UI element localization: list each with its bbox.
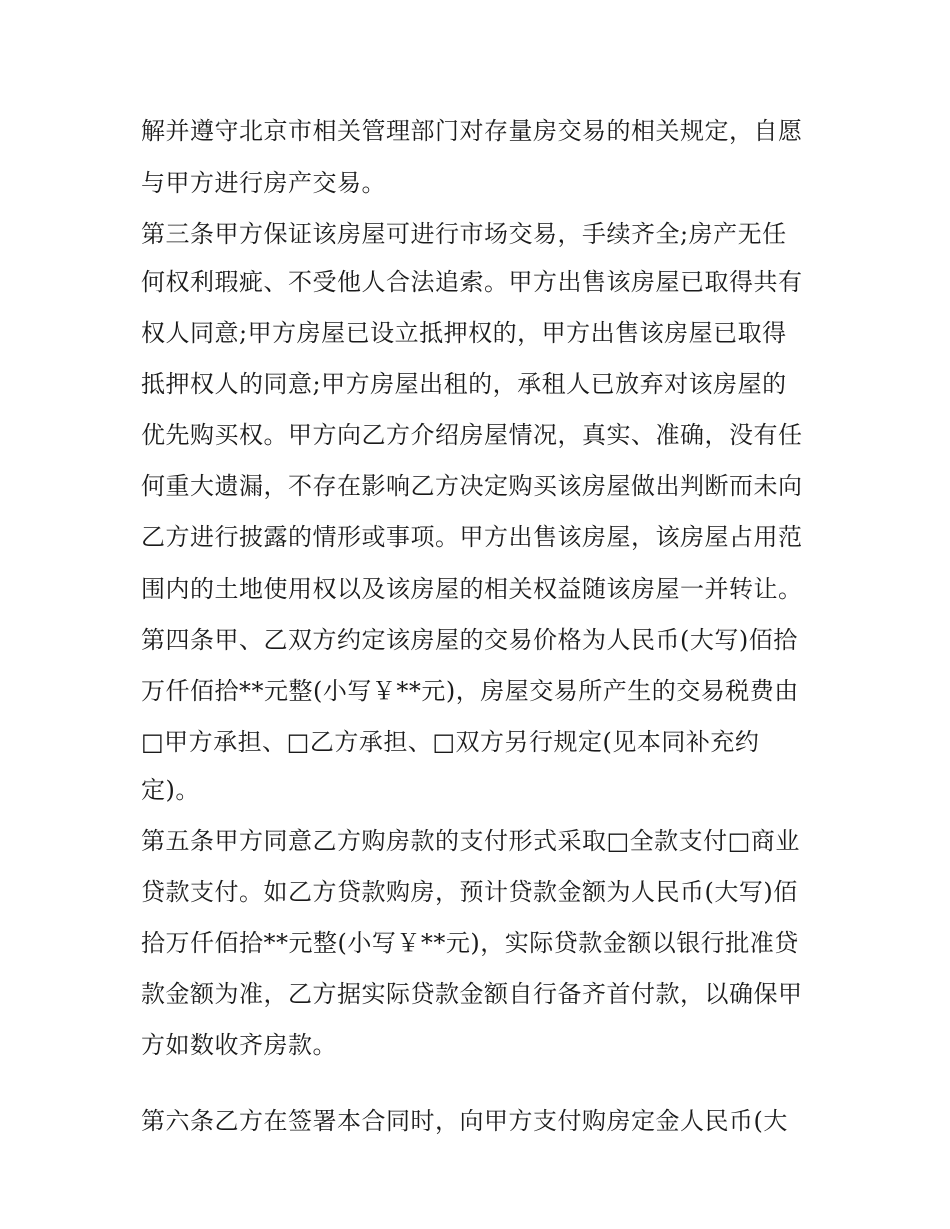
text-line: 方如数收齐房款。 xyxy=(141,1031,337,1059)
text-line: □甲方承担、□乙方承担、□双方另行规定(见本同补充约 xyxy=(141,728,760,756)
text-line: 与甲方进行房产交易。 xyxy=(141,169,386,197)
text-line: 拾万仟佰拾**元整(小写￥**元)，实际贷款金额以银行批准贷 xyxy=(141,929,799,957)
text-line: 万仟佰拾**元整(小写￥**元)，房屋交易所产生的交易税费由 xyxy=(141,677,799,705)
text-line: 何重大遗漏，不存在影响乙方决定购买该房屋做出判断而未向 xyxy=(141,472,803,500)
text-line: 定)。 xyxy=(141,776,200,804)
text-line: 权人同意;甲方房屋已设立抵押权的，甲方出售该房屋已取得 xyxy=(141,319,787,347)
text-line: 贷款支付。如乙方贷款购房，预计贷款金额为人民币(大写)佰 xyxy=(141,878,798,906)
text-line: 第六条乙方在签署本合同时，向甲方支付购房定金人民币(大 xyxy=(141,1107,788,1135)
text-line: 解并遵守北京市相关管理部门对存量房交易的相关规定，自愿 xyxy=(141,117,803,145)
text-line: 第三条甲方保证该房屋可进行市场交易，手续齐全;房产无任 xyxy=(141,220,787,248)
text-line: 围内的土地使用权以及该房屋的相关权益随该房屋一并转让。 xyxy=(141,575,803,603)
text-line: 乙方进行披露的情形或事项。甲方出售该房屋，该房屋占用范 xyxy=(141,523,803,551)
text-line: 何权利瑕疵、不受他人合法追索。甲方出售该房屋已取得共有 xyxy=(141,268,803,296)
text-line: 款金额为准，乙方据实际贷款金额自行备齐首付款，以确保甲 xyxy=(141,980,803,1008)
text-line: 抵押权人的同意;甲方房屋出租的，承租人已放弃对该房屋的 xyxy=(141,370,787,398)
text-line: 优先购买权。甲方向乙方介绍房屋情况，真实、准确，没有任 xyxy=(141,421,803,449)
text-line: 第五条甲方同意乙方购房款的支付形式采取□全款支付□商业 xyxy=(141,827,800,855)
text-line: 第四条甲、乙双方约定该房屋的交易价格为人民币(大写)佰拾 xyxy=(141,626,798,654)
